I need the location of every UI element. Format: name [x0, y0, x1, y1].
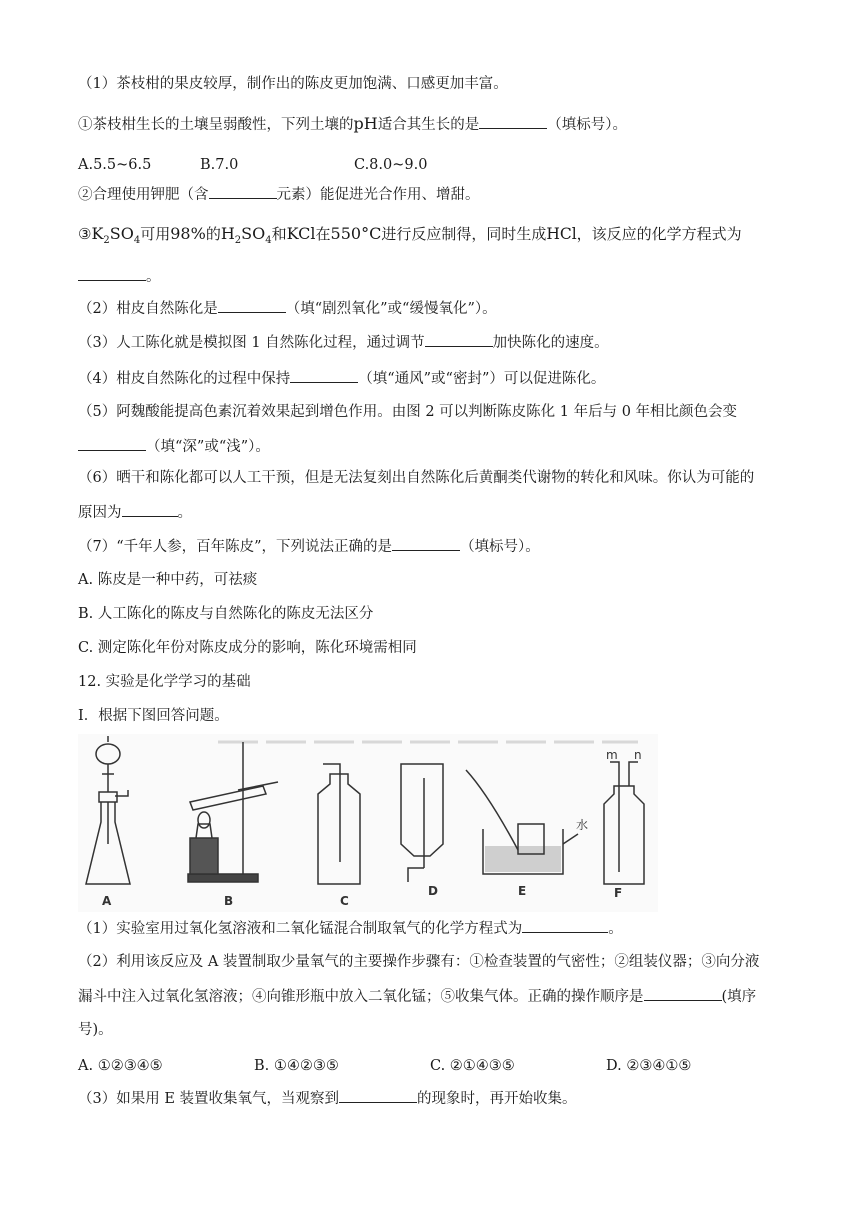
- q11-5-line1: [78, 402, 737, 422]
- q11-6-line2: [78, 502, 192, 523]
- percent-value: 98%: [170, 224, 206, 243]
- q11-1c-t3: 和: [271, 225, 287, 243]
- q11-1c-t1: 可用: [140, 225, 171, 243]
- q12-2-option-b: B. ①④②③⑤: [254, 1058, 339, 1074]
- answer-blank[interactable]: [392, 536, 460, 551]
- q12-3-pre: （3）如果用 E 装置收集氧气，当观察到: [78, 1091, 340, 1107]
- q11-2-post: （填“剧烈氧化”或“缓慢氧化”）。: [285, 301, 497, 317]
- k2so4-sub-2: 2: [103, 235, 110, 247]
- answer-blank[interactable]: [522, 918, 608, 933]
- q11-7-line: [78, 536, 540, 557]
- q11-4-pre: （4）柑皮自然陈化的过程中保持: [78, 371, 291, 387]
- label-d: D: [428, 884, 438, 898]
- answer-blank[interactable]: [78, 266, 146, 281]
- q11-1b-line: [78, 184, 480, 205]
- h2so4-so: SO: [241, 224, 266, 243]
- temperature-value: 550°C: [330, 224, 382, 243]
- answer-blank[interactable]: [425, 332, 493, 347]
- q11-3-post: 加快陈化的速度。: [492, 335, 609, 351]
- q11-1c-answer-line: [78, 266, 161, 287]
- q12-2-option-a: A. ①②③④⑤: [78, 1058, 163, 1074]
- q11-6-post: 。: [177, 505, 192, 521]
- q11-4-post: （填“通风”或“密封”）可以促进陈化。: [358, 371, 606, 387]
- q12-section-1: Ⅰ．根据下图回答问题。: [78, 708, 229, 724]
- q12-2-line2: [78, 986, 756, 1007]
- hcl-formula: HCl: [546, 225, 577, 243]
- q11-1c-prefix: ③: [78, 225, 92, 243]
- q11-1c-t4: 在: [315, 225, 331, 243]
- q11-2-line: [78, 298, 497, 319]
- q11-5-post: （填“深”或“浅”）。: [146, 439, 270, 455]
- apparatus-drawing: [78, 734, 658, 912]
- ph-symbol: pH: [353, 114, 378, 133]
- label-b: B: [224, 894, 234, 908]
- q11-1-intro-text: （1）茶枝柑的果皮较厚，制作出的陈皮更加饱满、口感更加丰富。: [78, 76, 508, 92]
- q12-1-pre: （1）实验室用过氧化氢溶液和二氧化锰混合制取氧气的化学方程式为: [78, 921, 523, 937]
- q11-3-pre: （3）人工陈化就是模拟图 1 自然陈化过程，通过调节: [78, 335, 425, 351]
- q12-3-line: [78, 1088, 577, 1109]
- label-c: C: [340, 894, 349, 908]
- label-a: A: [102, 894, 112, 908]
- q12-1-line: [78, 918, 623, 939]
- answer-blank[interactable]: [78, 436, 146, 451]
- label-e: E: [518, 884, 527, 898]
- q11-1a-mid: 适合其生长的是: [377, 117, 480, 133]
- q12-2-post: (填序: [721, 989, 757, 1005]
- q11-7-pre: （7）“千年人参，百年陈皮”，下列说法正确的是: [78, 539, 393, 555]
- q11-5-line2: [78, 436, 270, 457]
- h2so4-h: H: [220, 224, 235, 243]
- answer-blank[interactable]: [218, 298, 286, 313]
- q11-1a-pre: ①茶枝柑生长的土壤呈弱酸性，下列土壤的: [78, 117, 354, 133]
- q11-7-post: （填标号）。: [460, 539, 540, 555]
- k2so4-sub-4: 4: [133, 235, 141, 247]
- h2so4-formula: [220, 224, 272, 247]
- apparatus-figure: [78, 734, 658, 912]
- answer-blank[interactable]: [644, 986, 722, 1001]
- q11-7-option-a: A. 陈皮是一种中药，可祛痰: [78, 572, 258, 588]
- q11-4-line: [78, 368, 605, 389]
- q12-title: 12. 实验是化学学习的基础: [78, 674, 251, 690]
- k2so4-formula: [91, 224, 141, 247]
- k2so4-k: K: [91, 224, 104, 243]
- q12-2-option-d: D. ②③④①⑤: [606, 1058, 692, 1074]
- q11-7-option-b: B. 人工陈化的陈皮与自然陈化的陈皮无法区分: [78, 606, 374, 622]
- q11-6-text: （6）晒干和陈化都可以人工干预，但是无法复刻出自然陈化后黄酮类代谢物的转化和风味。你认为可能的: [78, 470, 755, 486]
- q11-5-text: （5）阿魏酸能提高色素沉着效果起到增色作用。由图 2 可以判断陈皮陈化 1 年后与 0 年相比颜色会变: [78, 404, 738, 420]
- answer-blank[interactable]: [479, 114, 547, 129]
- q11-6-line1: [78, 468, 754, 488]
- label-f: F: [614, 886, 623, 900]
- answer-blank[interactable]: [339, 1088, 417, 1103]
- q12-2-line3: 号)。: [78, 1022, 113, 1038]
- q11-1b-post: 元素）能促进光合作用、增甜。: [276, 187, 480, 203]
- label-port-m: m: [606, 748, 618, 762]
- k2so4-so: SO: [109, 224, 134, 243]
- label-port-n: n: [634, 748, 642, 762]
- answer-blank[interactable]: [122, 502, 178, 517]
- option-a: A.5.5~6.5: [78, 157, 152, 173]
- q11-3-line: [78, 332, 609, 353]
- q11-1c-t2: 的: [205, 225, 221, 243]
- q12-2-line1: （2）利用该反应及 A 装置制取少量氧气的主要操作步骤有：①检查装置的气密性；②组装仪器；③向分液: [78, 954, 760, 970]
- q12-2-pre: 漏斗中注入过氧化氢溶液；④向锥形瓶中放入二氧化锰；⑤收集气体。正确的操作顺序是: [78, 989, 644, 1005]
- q11-1-intro: [78, 74, 508, 94]
- q11-6-pre: 原因为: [78, 505, 122, 521]
- h2so4-sub-4: 4: [265, 235, 272, 247]
- option-b: B.7.0: [200, 157, 239, 173]
- q11-1b-pre: ②合理使用钾肥（含: [78, 187, 209, 203]
- q11-1c-line: [78, 224, 742, 251]
- answer-blank[interactable]: [290, 368, 358, 383]
- option-c: C.8.0~9.0: [354, 157, 428, 173]
- q11-1c-t6: ，该反应的化学方程式为: [576, 225, 742, 243]
- q11-2-pre: （2）柑皮自然陈化是: [78, 301, 218, 317]
- q12-3-post: 的现象时，再开始收集。: [417, 1091, 577, 1107]
- q11-1c-t5: 进行反应制得，同时生成: [381, 225, 547, 243]
- q11-7-option-c: C. 测定陈化年份对陈皮成分的影响，陈化环境需相同: [78, 640, 417, 656]
- q12-2-option-c: C. ②①④③⑤: [430, 1058, 515, 1074]
- answer-blank[interactable]: [209, 184, 277, 199]
- q11-1c-end: 。: [146, 269, 161, 285]
- h2so4-sub-2: 2: [234, 235, 242, 247]
- q12-1-post: 。: [608, 921, 623, 937]
- q11-1a-post: （填标号）。: [547, 117, 627, 133]
- kcl-formula: KCl: [286, 224, 316, 243]
- q11-1a-line: [78, 114, 627, 135]
- label-water: 水: [576, 818, 589, 832]
